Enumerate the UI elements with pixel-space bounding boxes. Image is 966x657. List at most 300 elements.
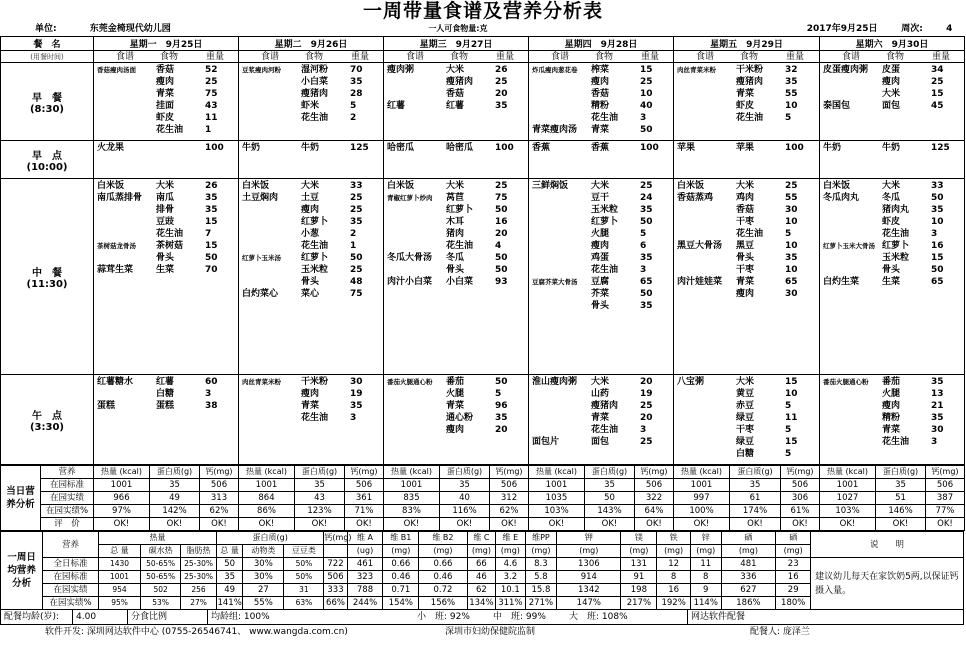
food-name: 红薯	[156, 377, 175, 387]
food-weight: 15	[785, 377, 798, 387]
daily-row-label: 在园标准	[41, 479, 94, 492]
weekly-value: 63%	[284, 597, 324, 610]
food-weight: 25	[640, 181, 653, 191]
weekly-value: 0.46	[383, 571, 419, 584]
daily-value: OK!	[200, 518, 239, 531]
daily-head: 热量 (kcal)	[674, 466, 730, 479]
weekly-value: 271%	[525, 597, 557, 610]
food-weight: 50	[931, 265, 944, 275]
dish-name: 白米饭	[677, 181, 705, 191]
food-name: 大米	[591, 181, 610, 191]
daily-value: OK!	[781, 518, 820, 531]
food-name: 花生油	[736, 229, 764, 239]
weekly-value: 11	[690, 558, 721, 571]
food-weight: 75	[495, 193, 508, 203]
food-name: 哈密瓜	[446, 143, 474, 153]
daily-head: 蛋白质(g)	[150, 466, 200, 479]
daily-value: 123%	[295, 505, 345, 518]
food-name: 通心粉	[446, 413, 474, 423]
menu-cell	[94, 63, 239, 141]
food-weight: 35	[931, 205, 944, 215]
weekly-unit-calcium	[324, 545, 347, 558]
weekly-unit: 总 量	[98, 545, 140, 558]
daily-head: 热量 (kcal)	[820, 466, 876, 479]
daily-nutrition-table	[0, 465, 965, 531]
food-weight: 15	[931, 89, 944, 99]
food-weight: 93	[495, 277, 508, 287]
subheader-fd: 食物	[160, 52, 179, 62]
daily-value: OK!	[490, 518, 529, 531]
meal-name: 中 餐	[32, 267, 62, 279]
food-name: 干枣	[736, 217, 755, 227]
dish-name: 八宝粥	[677, 377, 705, 387]
food-weight: 15	[785, 437, 798, 447]
food-name: 芥菜	[591, 289, 610, 299]
per-person-note: 一人可食物量:克	[428, 24, 488, 33]
food-weight: 35	[350, 401, 363, 411]
daily-value: 50	[585, 492, 635, 505]
food-weight: 3	[205, 389, 212, 399]
food-name: 瘦猪肉	[591, 401, 619, 411]
food-name: 骨头	[591, 301, 610, 311]
dish-name: 白米饭	[823, 181, 851, 191]
daily-head: 蛋白质(g)	[876, 466, 926, 479]
daily-value: OK!	[239, 518, 295, 531]
daily-value: 116%	[440, 505, 490, 518]
weekly-value: 323	[347, 571, 383, 584]
dish-name: 豆腐芥菜大骨汤	[532, 278, 578, 286]
daily-value: OK!	[94, 518, 150, 531]
weekly-value: 506	[324, 571, 347, 584]
weekly-value: 134%	[467, 597, 495, 610]
footer-summary	[0, 610, 964, 625]
week-value: 4	[946, 24, 953, 34]
daily-head: 钙(mg)	[926, 466, 965, 479]
daily-value: 35	[295, 479, 345, 492]
middle-class: 中 班: 99%	[493, 612, 546, 622]
daily-value: 361	[345, 492, 384, 505]
weekly-head: 钙(mg)	[324, 532, 347, 545]
weekly-value: 1342	[557, 584, 621, 597]
weekly-row-label: 营养	[43, 532, 99, 558]
daily-value: 506	[926, 479, 965, 492]
subheader-qt: 重量	[496, 52, 515, 62]
subheader-dn: 食谱	[696, 52, 715, 62]
food-name: 冬瓜	[882, 193, 901, 203]
daily-value: 1001	[529, 479, 585, 492]
weekly-unit: (ug)	[347, 545, 383, 558]
subheader-dn: 食谱	[406, 52, 425, 62]
food-weight: 45	[931, 101, 944, 111]
daily-row-label: 在园实绩%	[41, 505, 94, 518]
daily-value: 35	[730, 479, 781, 492]
menu-cell	[384, 179, 529, 375]
weekly-unit: (mg)	[657, 545, 691, 558]
dish-name: 茶树菇龙骨汤	[97, 242, 136, 250]
weekly-side-label: 一周日均营养分析	[1, 532, 43, 610]
daily-head: 钙(mg)	[490, 466, 529, 479]
food-name: 小白菜	[301, 77, 329, 87]
weekly-value: 333	[324, 584, 347, 597]
daily-head: 钙(mg)	[781, 466, 820, 479]
food-weight: 100	[640, 143, 659, 153]
menu-cell	[239, 63, 384, 141]
food-name: 骨头	[156, 253, 175, 263]
weekly-head: 蛋白质(g)	[216, 532, 323, 545]
daily-value: 313	[200, 492, 239, 505]
food-name: 瘦肉	[882, 401, 901, 411]
food-weight: 26	[495, 65, 508, 75]
food-name: 玉米粒	[301, 265, 329, 275]
food-name: 豆腐	[591, 277, 610, 287]
day-header-1: 星期二 9月26日	[239, 37, 384, 51]
food-weight: 50	[495, 205, 508, 215]
food-name: 瘦猪肉	[301, 89, 329, 99]
food-weight: 20	[495, 89, 508, 99]
food-weight: 20	[640, 413, 653, 423]
weekly-value: 66%	[324, 597, 347, 610]
weekly-value: 55%	[243, 597, 284, 610]
dish-name: 白米饭	[387, 181, 415, 191]
menu-cell	[94, 179, 239, 375]
food-name: 大米	[446, 65, 465, 75]
weekly-value: 8.3	[525, 558, 557, 571]
meal-label	[1, 141, 94, 179]
food-name: 白糖	[736, 449, 755, 459]
dish-name: 香蕉	[532, 143, 551, 153]
weekly-unit: (mg)	[776, 545, 811, 558]
food-name: 小葱	[301, 229, 320, 239]
daily-head: 蛋白质(g)	[295, 466, 345, 479]
daily-value: 174%	[730, 505, 781, 518]
food-weight: 65	[785, 277, 798, 287]
day-subheader-2	[384, 51, 529, 63]
weekly-value: 5.8	[525, 571, 557, 584]
big-class: 大 班: 108%	[566, 610, 688, 624]
weekly-value: 1001	[98, 571, 140, 584]
food-name: 土豆	[301, 193, 320, 203]
food-weight: 25	[350, 193, 363, 203]
food-name: 苹果	[736, 143, 755, 153]
weekly-head: 锌	[690, 532, 721, 545]
daily-value: 35	[150, 479, 200, 492]
daily-value: 61%	[781, 505, 820, 518]
food-name: 火腿	[882, 389, 901, 399]
food-weight: 34	[931, 65, 944, 75]
food-weight: 50	[640, 217, 653, 227]
daily-value: OK!	[820, 518, 876, 531]
weekly-head: 镁	[621, 532, 657, 545]
daily-value: 97%	[94, 505, 150, 518]
weekly-value: 31	[284, 584, 324, 597]
avg-age-label: 配餐均龄(岁):	[1, 610, 73, 624]
food-weight: 125	[350, 143, 369, 153]
food-name: 莴苣	[446, 193, 465, 203]
food-name: 豆干	[591, 193, 610, 203]
food-name: 青菜	[736, 89, 755, 99]
daily-value: OK!	[345, 518, 384, 531]
food-name: 瘦猪肉	[446, 77, 474, 87]
daily-row-label: 营养	[41, 466, 94, 479]
daily-row-label: 在园实绩	[41, 492, 94, 505]
food-weight: 55	[785, 89, 798, 99]
menu-cell	[239, 141, 384, 179]
food-name: 花生油	[156, 229, 184, 239]
daily-value: 997	[674, 492, 730, 505]
daily-value: 835	[384, 492, 440, 505]
daily-value: 103%	[820, 505, 876, 518]
food-name: 花生油	[591, 113, 619, 123]
food-name: 瘦肉	[736, 289, 755, 299]
mean-group: 均龄组: 100%	[211, 612, 270, 622]
food-weight: 96	[495, 401, 508, 411]
dish-name: 冬瓜肉丸	[823, 193, 860, 203]
food-name: 玉米粒	[591, 205, 619, 215]
food-weight: 40	[640, 101, 653, 111]
food-weight: 26	[205, 181, 218, 191]
dish-name: 番茄火腿通心粉	[387, 378, 433, 386]
dish-name: 红萝卜玉米大骨汤	[823, 242, 875, 250]
note-title: 说 明	[811, 532, 964, 558]
weekly-head: 维 E	[496, 532, 526, 545]
food-name: 青菜	[301, 401, 320, 411]
dish-name: 淮山瘦肉粥	[532, 377, 578, 387]
weekly-value: 461	[347, 558, 383, 571]
food-name: 火腿	[446, 389, 465, 399]
menu-cell	[674, 375, 820, 465]
menu-cell	[529, 375, 674, 465]
day-subheader-1	[239, 51, 384, 63]
weekly-row-label: 在园标准	[43, 571, 99, 584]
food-name: 花生油	[301, 413, 329, 423]
food-weight: 100	[205, 143, 224, 153]
subheader-dn: 食谱	[551, 52, 570, 62]
weekly-unit: (mg)	[419, 545, 467, 558]
weekly-value: 186%	[721, 597, 776, 610]
food-name: 干米粉	[301, 377, 329, 387]
food-weight: 35	[785, 77, 798, 87]
food-name: 鸡蛋	[591, 253, 610, 263]
food-name: 瘦肉	[882, 77, 901, 87]
daily-value: 1001	[674, 479, 730, 492]
dish-name: 番茄火腿通心粉	[823, 378, 869, 386]
dish-name: 肉汁小白菜	[387, 277, 433, 287]
food-weight: 19	[350, 389, 363, 399]
day-header-4: 星期五 9月29日	[674, 37, 820, 51]
weekly-value: 722	[324, 558, 347, 571]
food-name: 瘦肉	[156, 77, 175, 87]
weekly-value: 244%	[347, 597, 383, 610]
meal-time: (11:30)	[26, 278, 68, 290]
weekly-value: 10.1	[496, 584, 526, 597]
menu-cell	[94, 375, 239, 465]
dish-name: 白米饭	[242, 181, 270, 191]
weekly-value: 50%	[284, 558, 324, 571]
weekly-value: 156%	[419, 597, 467, 610]
daily-head: 钙(mg)	[200, 466, 239, 479]
meal-label	[1, 375, 94, 465]
daily-value: OK!	[635, 518, 674, 531]
weekly-value: 3.2	[496, 571, 526, 584]
weekly-value: 914	[557, 571, 621, 584]
food-name: 皮蛋	[882, 65, 901, 75]
daily-value: 51	[876, 492, 926, 505]
food-name: 瘦肉	[301, 389, 320, 399]
food-name: 青菜	[736, 277, 755, 287]
daily-value: 387	[926, 492, 965, 505]
food-weight: 20	[640, 377, 653, 387]
food-name: 虾皮	[882, 217, 901, 227]
dish-name: 红薯	[387, 101, 406, 111]
weekly-value: 131	[621, 558, 657, 571]
daily-head: 蛋白质(g)	[585, 466, 635, 479]
daily-row-label: 评 价	[41, 518, 94, 531]
food-weight: 20	[495, 425, 508, 435]
food-weight: 15	[931, 253, 944, 263]
weekly-value: 50	[216, 558, 242, 571]
weekly-value: 154%	[383, 597, 419, 610]
daily-head: 钙(mg)	[345, 466, 384, 479]
food-name: 红萝卜	[301, 217, 329, 227]
menu-cell	[384, 141, 529, 179]
daily-value: 35	[585, 479, 635, 492]
food-weight: 30	[785, 289, 798, 299]
food-weight: 19	[640, 389, 653, 399]
menu-cell	[820, 375, 965, 465]
weekly-unit: (mg)	[690, 545, 721, 558]
weekly-head: 硒	[721, 532, 776, 545]
weekly-value: 95%	[98, 597, 140, 610]
food-weight: 38	[205, 401, 218, 411]
food-name: 黑豆	[736, 241, 755, 251]
food-weight: 50	[350, 253, 363, 263]
daily-head: 热量 (kcal)	[529, 466, 585, 479]
day-subheader-3	[529, 51, 674, 63]
dish-name: 蛋糕	[97, 401, 116, 411]
daily-value: OK!	[876, 518, 926, 531]
food-weight: 32	[785, 65, 798, 75]
menu-cell	[94, 141, 239, 179]
food-name: 生菜	[882, 277, 901, 287]
food-weight: 11	[205, 113, 218, 123]
meal-name: 午 点	[32, 410, 62, 422]
developer-credit: 软件开发: 深圳网达软件中心 (0755-26546741、 www.wangda.com.cn)	[45, 627, 348, 637]
food-weight: 50	[640, 125, 653, 135]
dish-name: 瘦肉粥	[387, 65, 415, 75]
weekly-value: 50-65%	[141, 571, 181, 584]
dish-name: 牛奶	[823, 143, 842, 153]
weekly-head: 钾	[557, 532, 621, 545]
day-header-2: 星期三 9月27日	[384, 37, 529, 51]
food-name: 花生油	[591, 425, 619, 435]
weekly-unit: 总 量	[216, 545, 242, 558]
food-weight: 1	[350, 241, 357, 251]
food-weight: 50	[931, 193, 944, 203]
food-name: 骨头	[882, 265, 901, 275]
dish-name: 豆浆瘦肉河粉	[242, 66, 281, 74]
daily-head: 蛋白质(g)	[440, 466, 490, 479]
food-name: 骨头	[736, 253, 755, 263]
weekly-row-label: 在园实绩%	[43, 597, 99, 610]
daily-value: 1035	[529, 492, 585, 505]
food-name: 花生油	[301, 113, 329, 123]
dish-name: 皮蛋瘦肉粥	[823, 65, 869, 75]
weekly-value: 9	[690, 584, 721, 597]
food-weight: 16	[931, 241, 944, 251]
food-name: 番茄	[446, 377, 465, 387]
daily-value: OK!	[926, 518, 965, 531]
food-weight: 75	[350, 289, 363, 299]
food-weight: 15	[205, 241, 218, 251]
weekly-value: 627	[721, 584, 776, 597]
daily-value: OK!	[295, 518, 345, 531]
food-name: 牛奶	[301, 143, 320, 153]
subheader-qt: 重量	[351, 52, 370, 62]
weekly-value: 49	[216, 584, 242, 597]
weekly-value: 336	[721, 571, 776, 584]
food-name: 大米	[736, 181, 755, 191]
food-weight: 5	[785, 449, 792, 459]
food-weight: 35	[495, 101, 508, 111]
food-name: 生菜	[156, 265, 175, 275]
weekly-unit: 碳水热	[141, 545, 181, 558]
ratio-label: 分食比例	[128, 610, 208, 624]
weekly-value: 0.66	[419, 558, 467, 571]
daily-value: 506	[781, 479, 820, 492]
food-name: 虾皮	[736, 101, 755, 111]
food-name: 蛋糕	[156, 401, 175, 411]
food-name: 虾皮	[156, 113, 175, 123]
weekly-value: 502	[141, 584, 181, 597]
daily-value: 100%	[674, 505, 730, 518]
dish-name: 蒜茸生菜	[97, 265, 134, 275]
food-weight: 10	[640, 89, 653, 99]
food-name: 火腿	[591, 229, 610, 239]
dish-name: 白灼菜心	[242, 289, 279, 299]
food-name: 青菜	[446, 401, 465, 411]
daily-value: 40	[440, 492, 490, 505]
daily-value: 35	[876, 479, 926, 492]
food-weight: 35	[350, 77, 363, 87]
weekly-unit: (mg)	[557, 545, 621, 558]
food-name: 茶树菇	[156, 241, 184, 251]
food-weight: 35	[495, 413, 508, 423]
food-name: 榨菜	[591, 65, 610, 75]
daily-side-label: 当日营养分析	[1, 466, 41, 531]
daily-value: 83%	[384, 505, 440, 518]
dish-name: 青菜瘦肉汤	[532, 125, 578, 135]
weekly-value: 954	[98, 584, 140, 597]
menu-cell	[239, 179, 384, 375]
daily-value: 64%	[635, 505, 674, 518]
dish-name: 面包片	[532, 437, 560, 447]
food-name: 干枣	[736, 425, 755, 435]
food-weight: 15	[205, 217, 218, 227]
food-weight: 35	[931, 377, 944, 387]
food-name: 赤豆	[736, 401, 755, 411]
dish-name: 土豆焖肉	[242, 193, 279, 203]
food-weight: 5	[785, 401, 792, 411]
report-date: 2017年9月25日	[806, 24, 878, 34]
food-name: 精粉	[882, 413, 901, 423]
weekly-value: 35	[216, 571, 242, 584]
food-weight: 100	[495, 143, 514, 153]
note-body: 建议幼儿每天在家饮奶5两,以保证钙摄入量。	[811, 558, 964, 610]
weekly-value: 53%	[141, 597, 181, 610]
subheader-fd: 食物	[450, 52, 469, 62]
food-name: 黄豆	[736, 389, 755, 399]
daily-value: 966	[94, 492, 150, 505]
